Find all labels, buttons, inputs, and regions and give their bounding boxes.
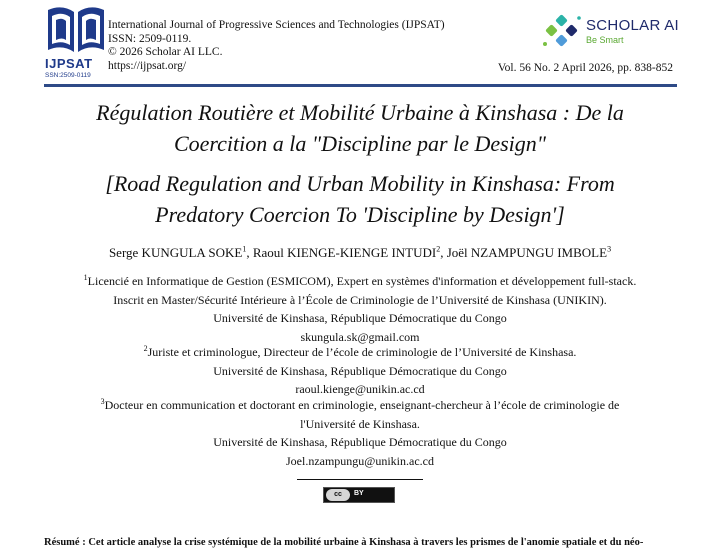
header-rule <box>44 84 677 87</box>
author-affiliation-mark: 3 <box>607 244 612 254</box>
title-english <box>40 168 680 230</box>
affiliation-line: Juriste et criminologue, Directeur de l’école de criminologie de l’Université de Kinshasa. <box>147 345 577 359</box>
affiliation-line: Licencié en Informatique de Gestion (ESMICOM), Expert en systèmes d'information et développement full-stack. <box>87 274 637 288</box>
title-french <box>40 97 680 159</box>
author-name: Joël NZAMPUNGU IMBOLE <box>446 245 608 260</box>
author-email[interactable]: skungula.sk@gmail.com <box>300 329 420 344</box>
journal-info <box>108 19 445 73</box>
author-name: Serge KUNGULA SOKE <box>108 245 243 260</box>
affiliation-line: Université de Kinshasa, République Démocratique du Congo <box>213 363 507 378</box>
affiliation-mark: 1 <box>83 273 88 282</box>
license-by-label: BY <box>354 490 364 497</box>
journal-issn: ISSN: 2509-0119. <box>108 32 192 45</box>
affiliation-mark: 2 <box>143 344 148 353</box>
author-affiliation-mark: 1 <box>242 244 247 254</box>
author-affiliation-mark: 2 <box>436 244 441 254</box>
affiliation-line: Université de Kinshasa, République Démocratique du Congo <box>213 311 507 325</box>
affiliation-3 <box>40 396 680 470</box>
affiliation-line: Université de Kinshasa, République Démocratique du Congo <box>213 435 507 449</box>
ijpsat-logo-name: IJPSAT <box>45 56 93 71</box>
book-icon <box>44 4 108 60</box>
scholar-ai-tagline: Be Smart <box>586 35 624 45</box>
separator-line <box>297 479 423 480</box>
ijpsat-logo-issn: SSN:2509-0119 <box>45 72 91 79</box>
author-list: Serge KUNGULA SOKE$^1$, Raoul KIENGE-KIENGE INTUDI$^2$, Joël NZAMPUNGU IMBOLE$^3$ <box>108 244 612 260</box>
page-header <box>0 0 720 90</box>
affiliation-2 <box>40 343 680 399</box>
affiliation-line: Inscrit en Master/Sécurité Intérieure à l’École de Criminologie de l’Université de Kinshasa (UNIKIN). <box>113 292 607 307</box>
author-email[interactable]: Joel.nzampungu@unikin.ac.cd <box>285 453 434 468</box>
abstract-start: Résumé : Cet article analyse la crise systémique de la mobilité urbaine à Kinshasa à travers les prismes de l'anomie spatiale et du néo- <box>44 537 644 548</box>
author-name: Raoul KIENGE-KIENGE INTUDI <box>252 245 437 260</box>
scholar-ai-name: SCHOLAR AI <box>586 17 680 34</box>
title-french-line: Coercition a la "Discipline par le Design" <box>173 131 547 156</box>
affiliation-1 <box>40 272 680 346</box>
volume-info: Vol. 56 No. 2 April 2026, pp. 838-852 <box>497 62 673 74</box>
affiliation-mark: 3 <box>100 397 105 406</box>
scholar-ai-logo <box>543 14 683 50</box>
cc-by-license-badge[interactable] <box>323 487 395 503</box>
journal-name: International Journal of Progressive Sciences and Technologies (IJPSAT) <box>108 19 445 31</box>
affiliation-line: l'Université de Kinshasa. <box>300 416 420 431</box>
affiliation-line: Docteur en communication et doctorant en criminologie, enseignant-chercheur à l’école de criminologie de <box>104 398 620 412</box>
title-english-line: [Road Regulation and Urban Mobility in Kinshasa: From <box>105 171 615 196</box>
title-english-line: Predatory Coercion To 'Discipline by Design'] <box>155 202 565 227</box>
journal-url[interactable]: https://ijpsat.org/ <box>108 59 187 72</box>
title-french-line: Régulation Routière et Mobilité Urbaine à Kinshasa : De la <box>96 100 624 125</box>
author-email[interactable]: raoul.kienge@unikin.ac.cd <box>295 382 425 396</box>
journal-copyright: © 2026 Scholar AI LLC. <box>108 46 223 59</box>
scholar-ai-mark-icon <box>543 14 583 50</box>
creative-commons-icon: cc <box>326 489 350 501</box>
